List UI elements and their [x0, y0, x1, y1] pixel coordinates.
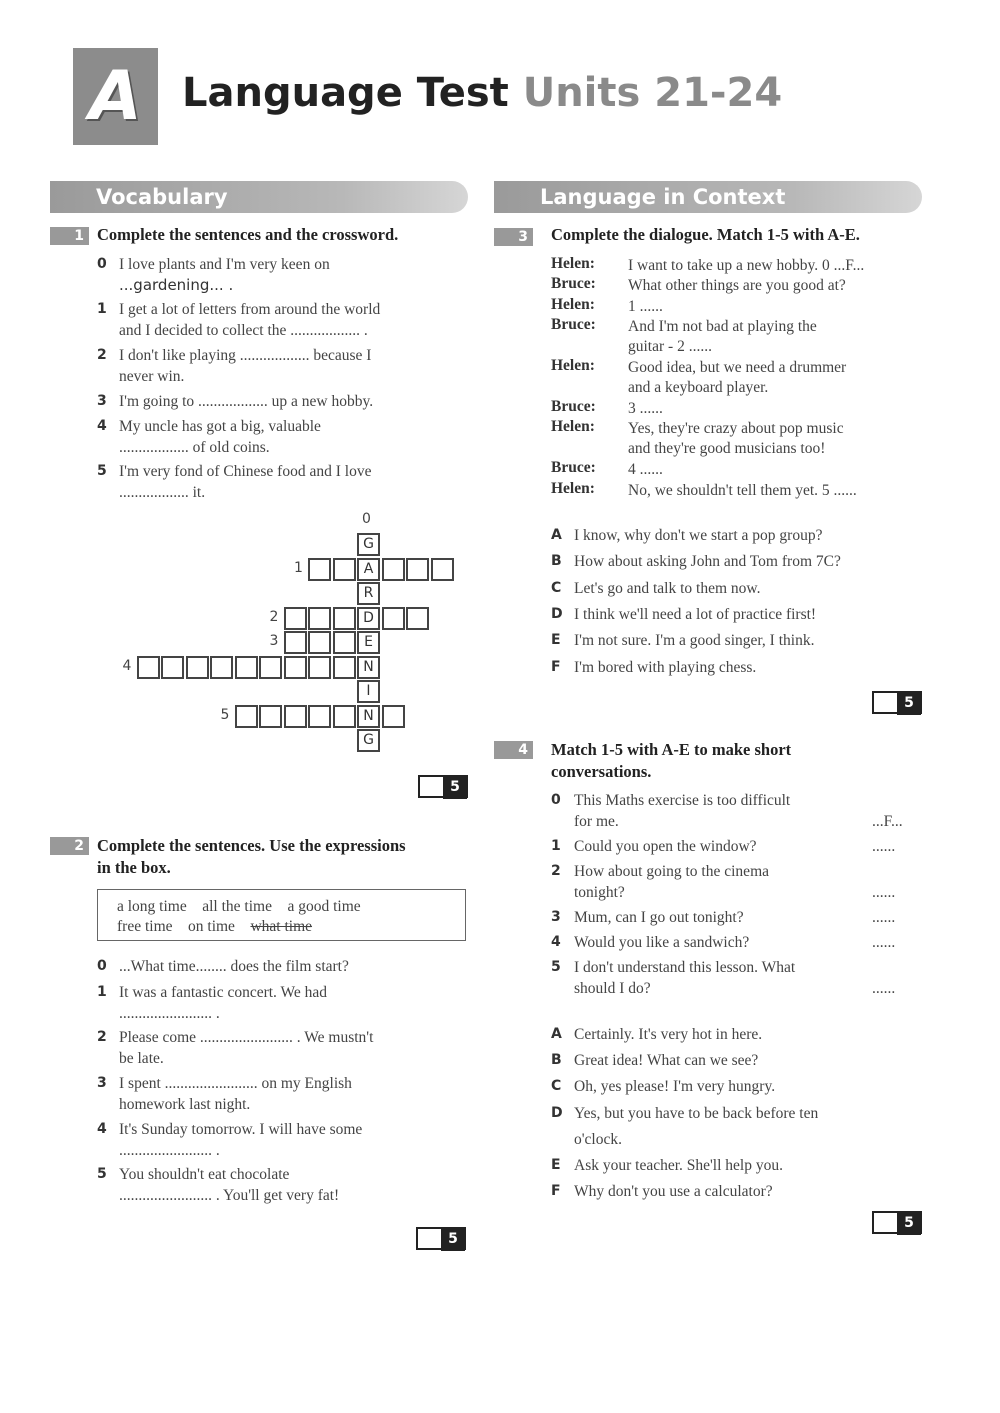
dialogue-speaker: Helen: — [551, 296, 595, 313]
item-number: 4 — [551, 934, 561, 950]
item-text: .................. of old coins. — [119, 439, 270, 456]
option-text: Oh, yes please! I'm very hungry. — [574, 1078, 776, 1096]
score-box — [416, 1227, 466, 1250]
option-text: Ask your teacher. She'll help you. — [574, 1157, 783, 1174]
item-text: I don't like playing .................. because I — [119, 347, 372, 364]
option-text: I'm bored with playing chess. — [574, 658, 757, 676]
item-text: never win. — [119, 368, 185, 385]
dialogue-line: 4 ...... — [628, 461, 663, 478]
crossword-cell: D — [357, 607, 380, 630]
answer-blank: ...... — [872, 884, 896, 901]
crossword-row-label: 3 — [269, 633, 279, 649]
exercise-heading: Complete the sentences and the crossword. — [97, 225, 399, 244]
option-letter: D — [551, 1104, 563, 1121]
exercise-number: 2 — [50, 837, 89, 855]
option-letter: B — [551, 1052, 562, 1069]
crossword-cell — [333, 558, 356, 581]
item-text: You shouldn't eat chocolate — [119, 1166, 290, 1183]
heading-line: in the box. — [97, 858, 171, 877]
expression: a good time — [287, 898, 361, 915]
dialogue-line: Yes, they're crazy about pop music — [628, 420, 844, 437]
crossword-cell — [235, 705, 258, 728]
crossword-cell — [431, 558, 454, 581]
option-text: I know, why don't we start a pop group? — [574, 527, 823, 544]
item-text: My uncle has got a big, valuable — [119, 418, 321, 435]
item-text: homework last night. — [119, 1096, 251, 1113]
item-text: be late. — [119, 1050, 164, 1067]
score-value: 5 — [897, 692, 921, 715]
crossword-row-label: 1 — [294, 559, 303, 576]
dialogue-line: No, we shouldn't tell them yet. 5 ...... — [628, 482, 857, 499]
option-text: Great idea! What can we see? — [574, 1052, 759, 1070]
crossword-row-label: 2 — [269, 608, 279, 625]
dialogue-line: What other things are you good at? — [628, 277, 846, 294]
crossword-row-label: 5 — [220, 706, 230, 723]
crossword-cell — [259, 705, 282, 728]
dialogue-speaker: Bruce: — [551, 459, 596, 476]
crossword-row-label: 4 — [122, 657, 132, 674]
heading-line: conversations. — [551, 762, 652, 781]
item-number: 4 — [97, 1121, 107, 1137]
exercise-number: 4 — [494, 741, 533, 759]
dialogue-line: 1 ...... — [628, 298, 663, 315]
exercise-number: 1 — [50, 227, 89, 245]
item-number: 1 — [97, 984, 107, 1000]
crossword-cell — [333, 607, 356, 630]
option-letter: C — [551, 579, 562, 596]
crossword-cell — [284, 705, 307, 728]
crossword-cell: E — [357, 631, 380, 654]
crossword-cell: R — [357, 582, 380, 605]
option-letter: D — [551, 605, 563, 622]
answer-blank: ...F... — [872, 813, 903, 830]
item-number: 5 — [551, 959, 561, 975]
crossword-cell — [284, 631, 307, 654]
item-text: This Maths exercise is too difficult — [574, 792, 791, 809]
option-text: I'm not sure. I'm a good singer, I think. — [574, 632, 815, 650]
crossword-cell: N — [357, 656, 380, 679]
item-text: I'm very fond of Chinese food and I love — [119, 463, 372, 480]
crossword-cell — [235, 656, 258, 679]
crossword-cell — [284, 607, 307, 630]
option-text: I think we'll need a lot of practice first! — [574, 605, 817, 623]
item-number: 5 — [97, 463, 107, 479]
exercise-heading: Complete the dialogue. Match 1-5 with A-E. — [551, 225, 860, 244]
crossword-cell — [161, 656, 184, 679]
exercise-heading — [97, 835, 406, 879]
crossword-cell: N — [357, 705, 380, 728]
item-text: ...gardening... . — [119, 276, 234, 294]
crossword-cell: G — [357, 533, 380, 556]
item-text: tonight? — [574, 884, 625, 901]
item-text: ........................ . — [119, 1142, 220, 1159]
expression: a long time — [117, 898, 187, 915]
section-bar-language-in-context: Language in Context — [494, 181, 922, 213]
item-text: Mum, can I go out tonight? — [574, 909, 744, 926]
crossword-cell — [333, 705, 356, 728]
dialogue-speaker: Helen: — [551, 255, 595, 272]
score-value: 5 — [441, 1228, 465, 1251]
crossword-cell — [333, 631, 356, 654]
item-text: I love plants and I'm very keen on — [119, 256, 330, 273]
item-text: I'm going to .................. up a new hobby. — [119, 393, 374, 410]
expression: all the time — [202, 898, 272, 915]
option-letter: F — [551, 1183, 561, 1200]
crossword-cell — [137, 656, 160, 679]
heading-line: Complete the sentences. Use the expressions — [97, 836, 406, 855]
answer-blank: ...... — [872, 909, 896, 926]
score-box — [872, 691, 922, 714]
option-text: Yes, but you have to be back before ten — [574, 1104, 819, 1122]
test-letter-logo: A — [89, 57, 142, 136]
option-text: Let's go and talk to them now. — [574, 579, 761, 597]
dialogue-line: I want to take up a new hobby. 0 ...F... — [628, 257, 865, 274]
score-box — [872, 1211, 922, 1234]
option-text: Why don't you use a calculator? — [574, 1183, 773, 1201]
score-box — [418, 775, 468, 798]
item-text: ........................ . You'll get very fat! — [119, 1187, 340, 1204]
answer-blank: ...... — [872, 980, 896, 997]
option-text: How about asking John and Tom from 7C? — [574, 553, 841, 571]
option-letter: C — [551, 1078, 562, 1095]
expression: on time — [188, 918, 235, 935]
dialogue-speaker: Helen: — [551, 357, 595, 374]
item-text: for me. — [574, 813, 619, 830]
answer-blank: ...... — [872, 838, 896, 855]
crossword-cell — [382, 558, 405, 581]
title-units: Units 21-24 — [522, 70, 783, 116]
expressions-row — [117, 896, 361, 917]
dialogue-speaker: Helen: — [551, 480, 595, 497]
dialogue-speaker: Bruce: — [551, 316, 596, 333]
heading-line: Match 1-5 with A-E to make short — [551, 740, 792, 759]
item-text: Could you open the window? — [574, 838, 757, 855]
section-bar-vocabulary: Vocabulary — [50, 181, 468, 213]
item-number: 4 — [97, 418, 107, 434]
crossword-cell — [308, 705, 331, 728]
item-text: Would you like a sandwich? — [574, 934, 750, 951]
crossword-cell — [259, 656, 282, 679]
item-number: 3 — [97, 393, 107, 409]
dialogue-line: 3 ...... — [628, 400, 663, 417]
dialogue-speaker: Bruce: — [551, 398, 596, 415]
item-number: 0 — [551, 792, 561, 808]
item-text: I don't understand this lesson. What — [574, 959, 796, 976]
crossword-cell — [308, 656, 331, 679]
item-number: 1 — [97, 301, 107, 317]
crossword-column-label: 0 — [362, 511, 371, 527]
item-text: Please come ........................ . We mustn't — [119, 1029, 374, 1046]
item-number: 2 — [97, 1029, 107, 1045]
dialogue-line: and they're good musicians too! — [628, 440, 826, 457]
item-number: 1 — [551, 838, 561, 854]
crossword-cell — [210, 656, 233, 679]
option-letter: A — [551, 1026, 562, 1042]
item-text: .................. it. — [119, 484, 206, 501]
dialogue-line: Good idea, but we need a drummer — [628, 359, 847, 376]
item-text: should I do? — [574, 980, 651, 997]
page-title — [182, 70, 782, 116]
crossword-cell — [333, 656, 356, 679]
item-number: 2 — [551, 863, 561, 879]
item-text: How about going to the cinema — [574, 863, 769, 880]
title-main: Language Test — [182, 70, 509, 116]
item-text: ........................ . — [119, 1005, 220, 1022]
crossword-cell — [308, 607, 331, 630]
item-text: ...What time........ does the film start? — [119, 958, 349, 975]
crossword-cell — [406, 607, 429, 630]
option-letter: F — [551, 658, 561, 675]
dialogue-speaker: Bruce: — [551, 275, 596, 292]
crossword-cell — [308, 558, 331, 581]
answer-blank: ...... — [872, 934, 896, 951]
item-text: It was a fantastic concert. We had — [119, 984, 328, 1001]
option-letter: E — [551, 1157, 561, 1173]
score-value: 5 — [443, 776, 467, 799]
item-number: 3 — [97, 1075, 107, 1091]
crossword-cell: I — [357, 680, 380, 703]
score-value: 5 — [897, 1212, 921, 1235]
crossword-cell: G — [357, 729, 380, 752]
option-letter: B — [551, 553, 562, 570]
exercise-number: 3 — [494, 228, 533, 246]
item-number: 0 — [97, 256, 107, 272]
option-letter: A — [551, 527, 562, 543]
item-number: 3 — [551, 909, 561, 925]
option-text: Certainly. It's very hot in here. — [574, 1026, 763, 1043]
item-text: and I decided to collect the .................. . — [119, 322, 368, 339]
expression: free time — [117, 918, 173, 935]
dialogue-line: and a keyboard player. — [628, 379, 769, 396]
crossword-cell — [406, 558, 429, 581]
option-text: o'clock. — [574, 1130, 622, 1148]
crossword-cell — [308, 631, 331, 654]
crossword-cell — [382, 607, 405, 630]
dialogue-line: guitar - 2 ...... — [628, 338, 712, 355]
item-number: 2 — [97, 347, 107, 363]
crossword-cell — [284, 656, 307, 679]
dialogue-line: And I'm not bad at playing the — [628, 318, 817, 335]
crossword-cell — [382, 705, 405, 728]
expressions-box — [97, 889, 466, 941]
dialogue-speaker: Helen: — [551, 418, 595, 435]
expression-used: what time — [250, 918, 313, 935]
exercise-heading — [551, 739, 791, 783]
item-text: I get a lot of letters from around the world — [119, 301, 381, 318]
item-number: 0 — [97, 958, 107, 974]
item-number: 5 — [97, 1166, 107, 1182]
item-text: I spent ........................ on my English — [119, 1075, 352, 1092]
crossword-cell: A — [357, 558, 380, 581]
crossword-cell — [186, 656, 209, 679]
item-text: It's Sunday tomorrow. I will have some — [119, 1121, 363, 1138]
option-letter: E — [551, 632, 561, 649]
expressions-row — [117, 916, 312, 937]
